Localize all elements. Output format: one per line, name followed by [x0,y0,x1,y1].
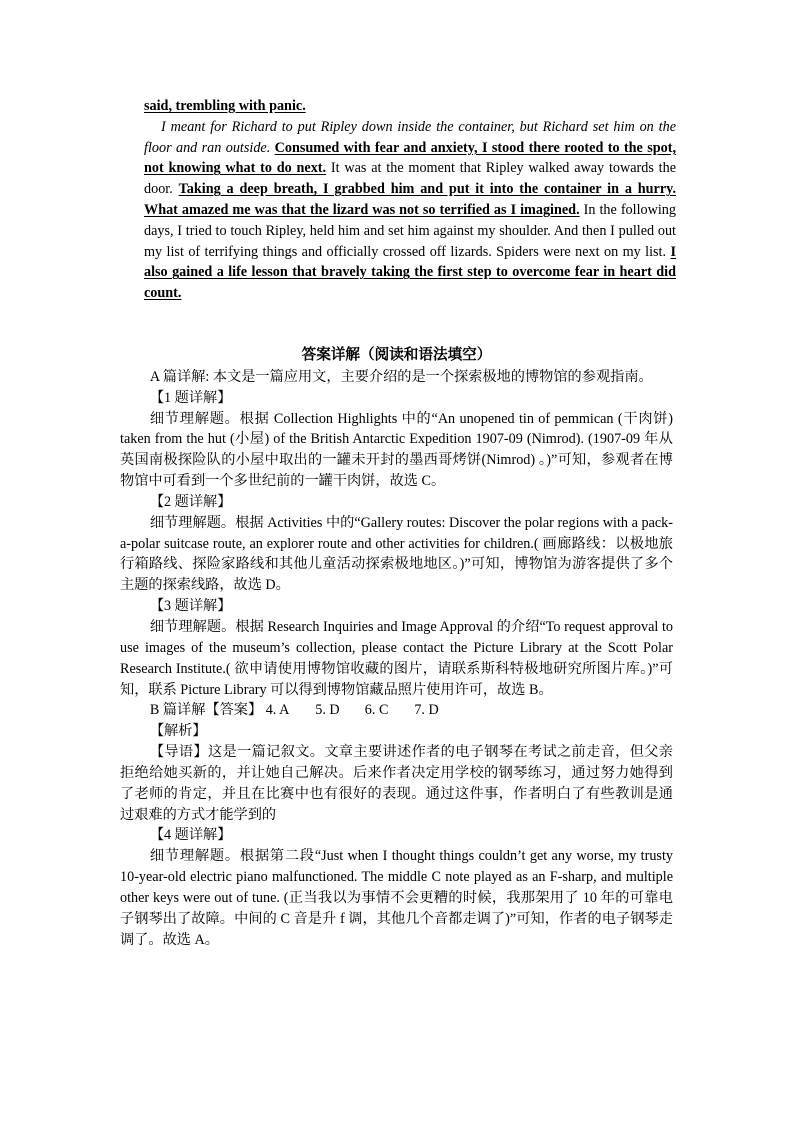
q1-explanation: 细节理解题。根据 Collection Highlights 中的“An unopened tin of pemmican (干肉饼) taken from the hut (小屋) of the British Antarctic Expedition 1907-09 (Nimrod). (1907-09 年从英国南极探险队的小屋中取出的一罐未开封的墨西哥烤饼(Nimrod) 。)”可知，参观者在博物馆中可看到一个多世纪前的一罐干肉饼，故选 C。 [120,410,673,490]
q3-explanation: 细节理解题。根据 Research Inquiries and Image Approval 的介绍“To request approval to use images of the museum’s collection, please contact the Picture Library at the Scott Polar Research Institute.( 欲申请使用博物馆收藏的图片，请联系斯科特极地研究所图片库。)”可知，联系 Picture Library 可以得到博物馆藏品照片使用许可，故选 B。 [120,618,673,698]
q2-heading: 【2 题详解】 [149,493,232,510]
answer-key-label: B 篇详解【答案】 [149,702,263,719]
answer-key-item: 7. D [414,702,439,719]
q2-explanation: 细节理解题。根据 Activities 中的“Gallery routes: Discover the polar regions with a pack-a-polar suitcase route, an explorer route and other activities for children.( 画廊路线：以极地旅行箱路线、探险家路线和其他儿童活动探索极地地区。)”可知，博物馆为游客提供了多个主题的探索线路，故选 D。 [120,514,673,594]
q1-heading: 【1 题详解】 [149,389,232,406]
story-passage [144,96,676,304]
story-bold-sentence-3: I also gained a life lesson that bravely taking the first step to overcome fear in heart did count. [144,243,676,302]
story-bold-sentence-2: Taking a deep breath, I grabbed him and put it into the container in a hurry. What amazed me was that the lizard was not so terrified as I imagined. [144,181,677,218]
q4-heading: 【4 题详解】 [149,827,232,844]
story-sentence-2: In the following days, I tried to touch Ripley, held him and set him against my shoulder. And then I pulled out my list of terrifying things and officially crossed off lizards. Spiders were next on my list. [144,201,676,260]
story-italic-sentence: I meant for Richard to put Ripley down inside the container, but Richard set him on the floor and ran outside. [144,118,676,156]
answer-key-item: 6. C [364,702,389,719]
passage-a-intro: A 篇详解: 本文是一篇应用文，主要介绍的是一个探索极地的博物馆的参观指南。 [149,368,653,385]
answer-key-item: 4. A [265,702,290,719]
answer-key-item: 5. D [315,702,340,719]
story-paragraph-2 [144,117,676,304]
passage-b-guide: 【导语】这是一篇记叙文。文章主要讲述作者的电子钢琴在考试之前走音，但父亲拒绝给她买新的，并让她自己解决。后来作者决定用学校的钢琴练习，通过努力她得到了老师的肯定，并且在比赛中也有很好的表现。通过这件事，作者明白了有些教训是通过艰难的方式才能学到的 [120,744,673,823]
story-sentence-1: It was at the moment that Ripley walked away towards the door. [144,160,677,198]
story-bold-sentence-1: Consumed with fear and anxiety, I stood there rooted to the spot, not knowing what to do next. [144,139,676,177]
q4-explanation: 细节理解题。根据第二段“Just when I thought things couldn’t get any worse, my trusty 10-year-old electric piano malfunctioned. The middle C note played as an F-sharp, and multiple other keys were out of tune. (正当我以为事情不会更糟的时候，我那架用了 10 年的可靠电子钢琴出了故障。中间的 C 音是升 f 调，其他几个音都走调了)”可知，作者的电子钢琴走调了。故选 A。 [120,848,673,948]
analysis-heading: 【解析】 [149,723,207,740]
passage-b-answer-key [120,700,673,721]
story-paragraph-1 [144,96,676,117]
q3-heading: 【3 题详解】 [149,598,232,615]
answer-section [120,345,673,950]
story-bold-line: said, trembling with panic. [144,98,306,114]
answer-title: 答案详解（阅读和语法填空） [301,347,492,363]
